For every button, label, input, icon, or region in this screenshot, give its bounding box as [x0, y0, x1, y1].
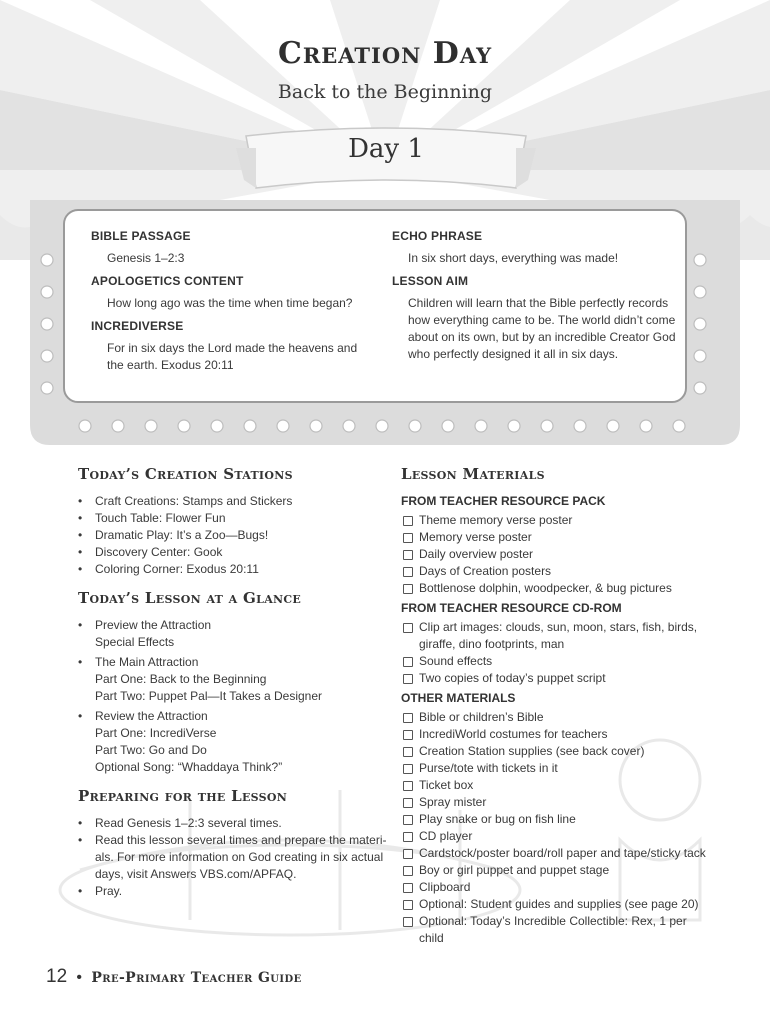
glance-item-sub: Part One: Back to the Beginning: [95, 672, 267, 686]
bible-passage-heading: BIBLE PASSAGE: [91, 229, 191, 243]
resource-pack-heading: FROM TEACHER RESOURCE PACK: [401, 494, 606, 508]
list-item: • Read Genesis 1–2:3 several times.: [78, 815, 388, 832]
echo-phrase-text: In six short days, everything was made!: [408, 251, 619, 265]
preparing-list: [78, 815, 388, 900]
lesson-aim-text: Children will learn that the Bible perfectly records how everything came to be. The world didn’t come about on its own, but by an incredible Creator God who perfectly designed it all in six days.: [408, 296, 676, 361]
glance-item-label: • Preview the Attraction: [95, 618, 212, 632]
stations-title: Today’s Creation Stations: [78, 465, 293, 483]
checklist-item[interactable]: Creation Station supplies (see back cover): [401, 743, 711, 760]
glance-item-label: • The Main Attraction: [95, 655, 199, 669]
footer-separator: •: [76, 969, 83, 986]
checklist-item[interactable]: IncrediWorld costumes for teachers: [401, 726, 711, 743]
checklist-item[interactable]: Clip art images: clouds, sun, moon, stars, fish, birds, giraffe, dino footprints, man: [401, 619, 711, 653]
checklist-item[interactable]: Days of Creation posters: [401, 563, 711, 580]
cdrom-heading: FROM TEACHER RESOURCE CD-ROM: [401, 601, 622, 615]
checklist-item[interactable]: CD player: [401, 828, 711, 845]
checklist-item[interactable]: Theme memory verse poster: [401, 512, 711, 529]
list-item: [78, 708, 388, 776]
checklist-item[interactable]: Bible or children’s Bible: [401, 709, 711, 726]
glance-item-sub: Optional Song: “Whaddaya Think?”: [95, 760, 283, 774]
list-item: [78, 617, 388, 651]
page-title: Creation Day: [277, 36, 493, 71]
glance-item-sub: Special Effects: [95, 635, 175, 649]
checklist-item[interactable]: Bottlenose dolphin, woodpecker, & bug pictures: [401, 580, 711, 597]
checklist-item[interactable]: Daily overview poster: [401, 546, 711, 563]
preparing-title: Preparing for the Lesson: [78, 787, 288, 805]
list-item: • Touch Table: Flower Fun: [78, 510, 388, 527]
list-item: • Craft Creations: Stamps and Stickers: [78, 493, 388, 510]
checklist-item[interactable]: Optional: Student guides and supplies (see page 20): [401, 896, 711, 913]
guide-title: Pre-Primary Teacher Guide: [91, 970, 302, 986]
list-item: • Read this lesson several times and prepare the materi-als. For more information on God creating in six actual days, visit Answers VBS.com/APFAQ.: [78, 832, 388, 883]
day-label: Day 1: [348, 134, 424, 164]
checklist-item[interactable]: Cardstock/poster board/roll paper and tape/sticky tack: [401, 845, 711, 862]
cdrom-checklist: [401, 619, 711, 687]
glance-item-sub: Part Two: Go and Do: [95, 743, 207, 757]
apologetics-text: How long ago was the time when time began?: [107, 296, 353, 310]
glance-title: Today’s Lesson at a Glance: [78, 589, 302, 607]
other-materials-checklist: [401, 709, 711, 947]
glance-list: [78, 617, 388, 776]
left-column: [78, 466, 388, 912]
checklist-item[interactable]: Two copies of today’s puppet script: [401, 670, 711, 687]
other-materials-heading: OTHER MATERIALS: [401, 691, 516, 705]
checklist-item[interactable]: Clipboard: [401, 879, 711, 896]
checklist-item[interactable]: Purse/tote with tickets in it: [401, 760, 711, 777]
glance-item-sub: Part One: IncrediVerse: [95, 726, 217, 740]
list-item: • Coloring Corner: Exodus 20:11: [78, 561, 388, 578]
incrediverse-text: For in six days the Lord made the heavens and the earth. Exodus 20:11: [107, 341, 358, 372]
page-number: 12: [46, 966, 68, 987]
info-box-right-column: [392, 228, 677, 369]
page-footer: [46, 966, 302, 988]
echo-phrase-heading: ECHO PHRASE: [392, 229, 483, 243]
list-item: [78, 654, 388, 705]
checklist-item[interactable]: Boy or girl puppet and puppet stage: [401, 862, 711, 879]
page-subtitle: Back to the Beginning: [277, 81, 493, 103]
checklist-item[interactable]: Sound effects: [401, 653, 711, 670]
apologetics-heading: APOLOGETICS CONTENT: [91, 274, 244, 288]
bible-passage-text: Genesis 1–2:3: [107, 251, 185, 265]
checklist-item[interactable]: Play snake or bug on fish line: [401, 811, 711, 828]
resource-pack-checklist: [401, 512, 711, 597]
list-item: • Discovery Center: Gook: [78, 544, 388, 561]
list-item: • Pray.: [78, 883, 388, 900]
checklist-item[interactable]: Optional: Today’s Incredible Collectible: Rex, 1 per child: [401, 913, 711, 947]
stations-list: [78, 493, 388, 578]
checklist-item[interactable]: Ticket box: [401, 777, 711, 794]
lesson-aim-heading: LESSON AIM: [392, 274, 469, 288]
info-box-left-column: [91, 228, 376, 380]
incrediverse-heading: INCREDIVERSE: [91, 319, 184, 333]
glance-item-sub: Part Two: Puppet Pal—It Takes a Designer: [95, 689, 323, 703]
materials-title: Lesson Materials: [401, 465, 545, 483]
checklist-item[interactable]: Spray mister: [401, 794, 711, 811]
list-item: • Dramatic Play: It’s a Zoo—Bugs!: [78, 527, 388, 544]
checklist-item[interactable]: Memory verse poster: [401, 529, 711, 546]
glance-item-label: • Review the Attraction: [95, 709, 208, 723]
right-column: [401, 466, 711, 950]
